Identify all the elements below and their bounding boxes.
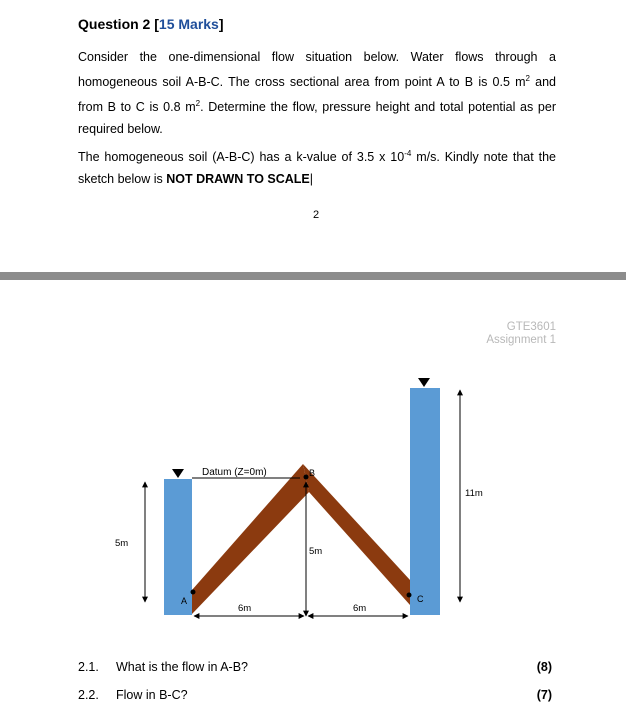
- soil-channel-ab: [192, 464, 309, 614]
- point-c-label: C: [417, 594, 424, 604]
- point-a-marker: [191, 590, 196, 595]
- not-to-scale-note: NOT DRAWN TO SCALE: [166, 172, 310, 187]
- right-water-level-icon: [418, 378, 430, 387]
- kvalue-paragraph: The homogeneous soil (A-B-C) has a k-value of 3.5 x $10^{-4}$ m/s. Kindly note that the sketch below is NOT DRAWN TO SCALE|: [78, 149, 556, 187]
- bc-width-label: 6m: [353, 603, 367, 614]
- left-water-level-icon: [172, 469, 184, 478]
- list-item: 2.1. What is the flow in A-B? (8): [78, 660, 552, 674]
- assignment-label: Assignment 1: [486, 334, 556, 346]
- question-marks: 15 Marks: [158, 16, 219, 32]
- course-code: GTE3601: [506, 321, 556, 333]
- question-marks-value: (7): [536, 688, 552, 702]
- right-reservoir: [410, 388, 440, 615]
- list-item: 2.2. Flow in B-C? (7): [78, 688, 552, 702]
- soil-channel-bc: [303, 464, 410, 605]
- point-b-marker: [304, 475, 309, 480]
- text-cursor: |: [309, 172, 314, 187]
- question-title: Question 2 [15 Marks]: [78, 16, 224, 32]
- question-list: [78, 660, 552, 716]
- datum-label: Datum (Z=0m): [202, 467, 267, 478]
- left-reservoir: [164, 479, 192, 615]
- middle-height-label: 5m: [309, 546, 323, 557]
- ab-width-label: 6m: [238, 603, 252, 614]
- point-c-marker: [407, 593, 412, 598]
- point-a-label: A: [181, 596, 188, 606]
- right-height-label: 11m: [465, 488, 483, 499]
- question-marks-value: (8): [536, 660, 552, 674]
- page-break: [0, 272, 626, 280]
- running-header: [486, 321, 556, 347]
- left-height-label: 5m: [115, 538, 129, 549]
- page-number: 2: [313, 209, 320, 221]
- point-b-label: B: [309, 468, 316, 478]
- flow-diagram: [0, 370, 626, 630]
- intro-paragraph: Consider the one-dimensional flow situation below. Water flows through a homogeneous soil A-B-C. The cross sectional area from point A to B is 0.5 $m^2$ and from B to C is 0.8 $m^2$. Determine the flow, pressure height and total potential as per required below.: [78, 50, 556, 137]
